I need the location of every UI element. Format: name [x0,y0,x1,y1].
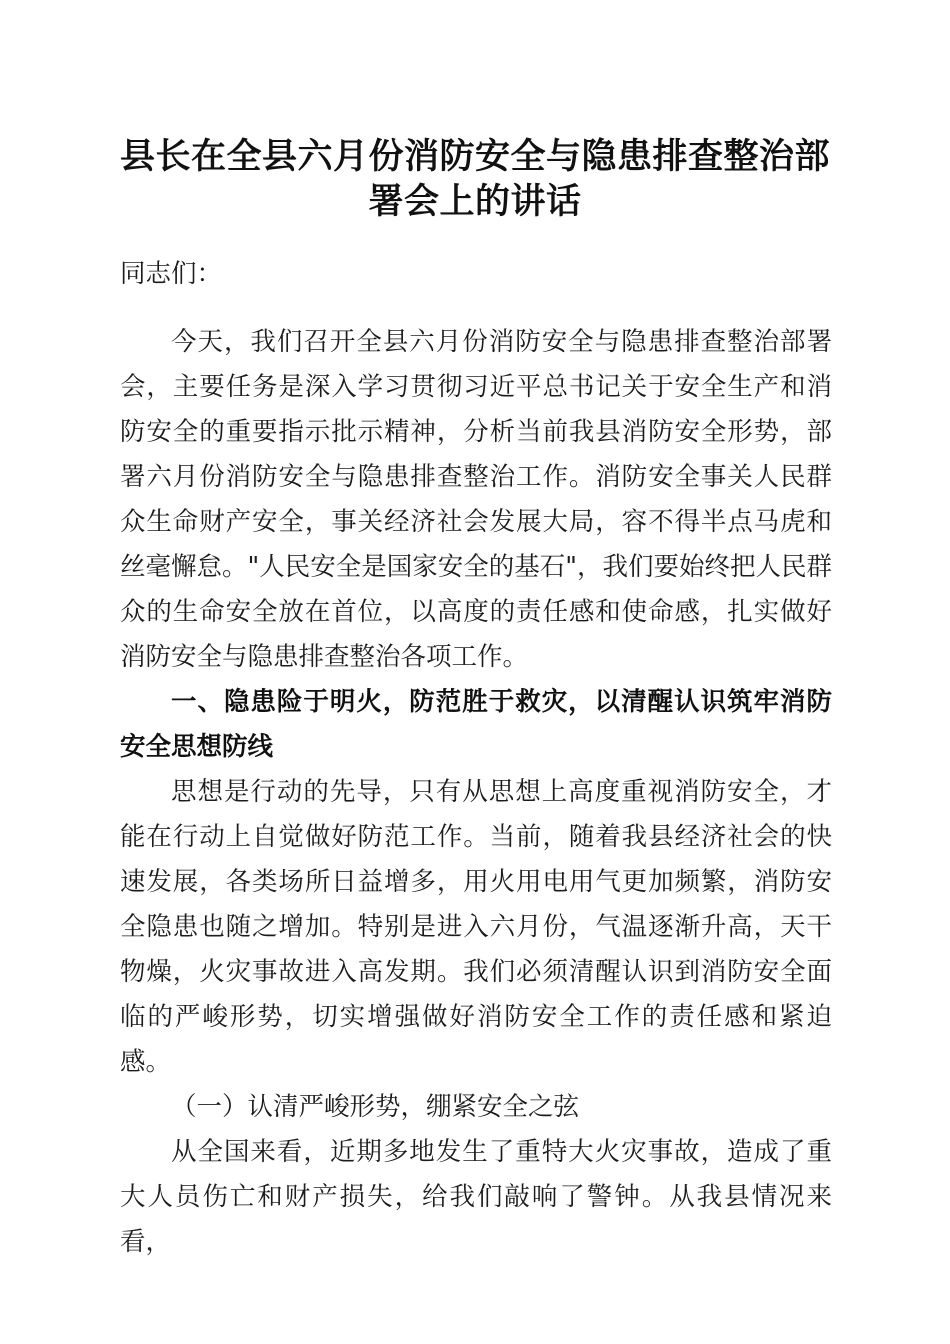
document-body [120,320,832,1265]
intro-paragraph: 今天，我们召开全县六月份消防安全与隐患排查整治部署会，主要任务是深入学习贯彻习近平总书记关于安全生产和消防安全的重要指示批示精神，分析当前我县消防安全形势，部署六月份消防安全与隐患排查整治工作。消防安全事关人民群众生命财产安全，事关经济社会发展大局，容不得半点马虎和丝毫懈怠。"人民安全是国家安全的基石"，我们要始终把人民群众的生命安全放在首位，以高度的责任感和使命感，扎实做好消防安全与隐患排查整治各项工作。 [120,327,832,672]
subsection-1-paragraph: 从全国来看，近期多地发生了重特大火灾事故，造成了重大人员伤亡和财产损失，给我们敲响了警钟。从我县情况来看， [120,1137,832,1257]
section-1-paragraph: 思想是行动的先导，只有从思想上高度重视消防安全，才能在行动上自觉做好防范工作。当前，随着我县经济社会的快速发展，各类场所日益增多，用火用电用气更加频繁，消防安全隐患也随之增加。特别是进入六月份，气温逐渐升高，天干物燥，火灾事故进入高发期。我们必须清醒认识到消防安全面临的严峻形势，切实增强做好消防安全工作的责任感和紧迫感。 [120,777,832,1077]
title-line-2: 署会上的讲话 [368,181,582,222]
salutation: 同志们： [120,259,223,289]
subsection-heading-1-text: （一）认清严峻形势，绷紧安全之弦 [171,1092,580,1122]
subsection-heading-1 [120,1085,832,1130]
title-line-1: 县长在全县六月份消防安全与隐患排查整治部 [119,136,830,177]
document-title [110,134,840,224]
section-heading-1: 一、隐患险于明火，防范胜于救灾，以清醒认识筑牢消防安全思想防线 [120,687,832,762]
